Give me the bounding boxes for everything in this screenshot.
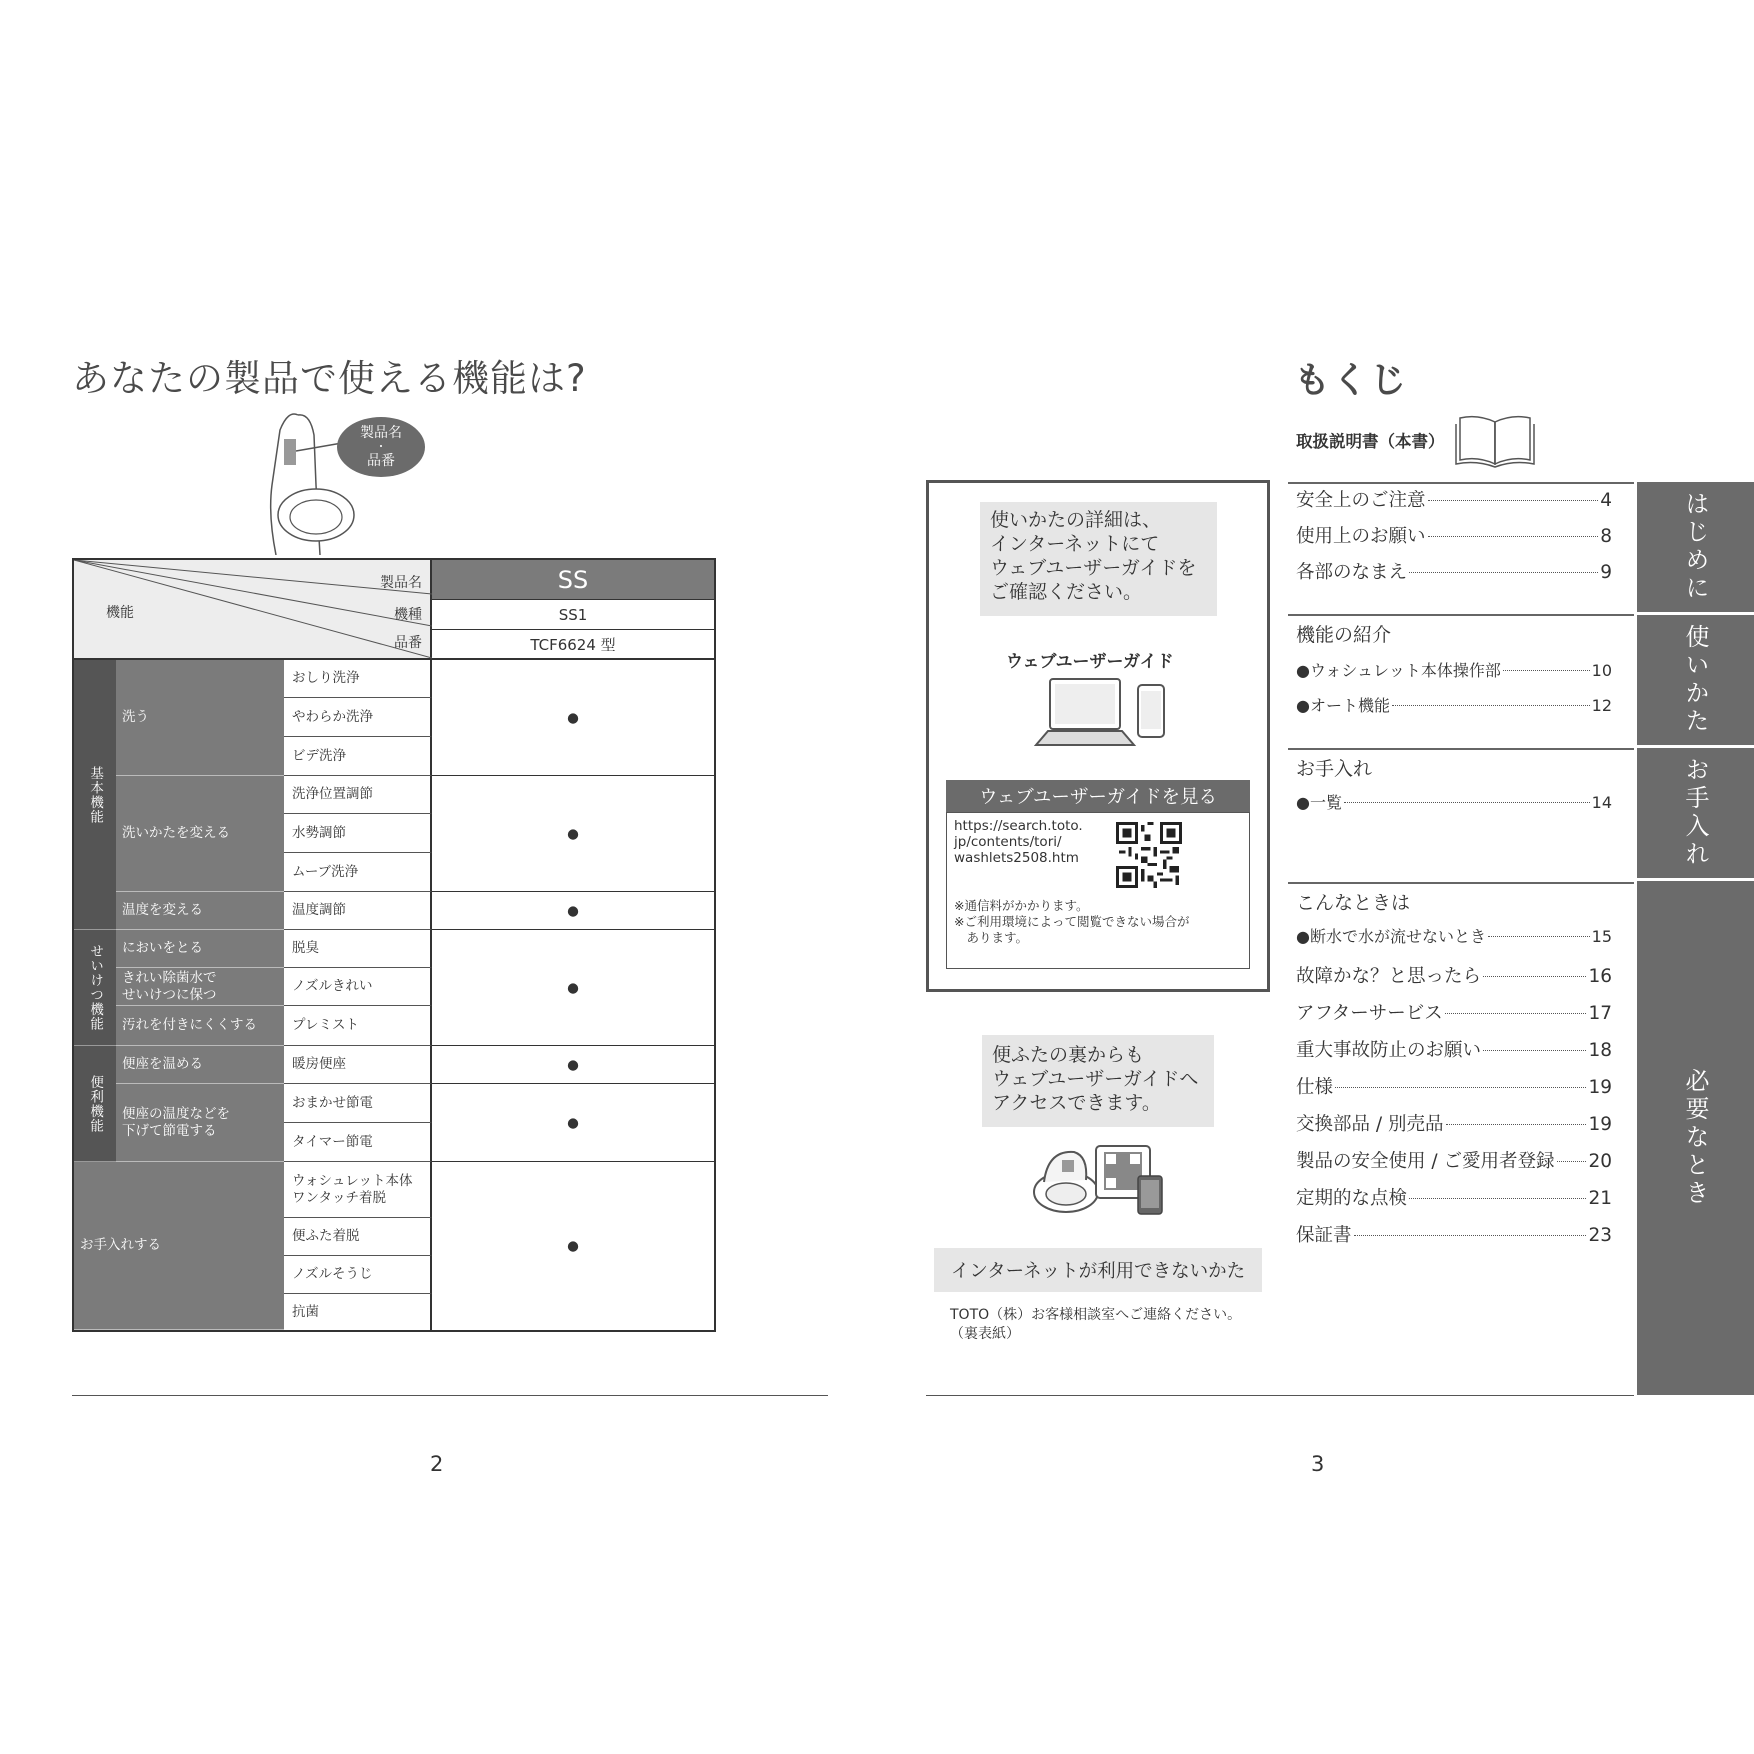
open-book-icon xyxy=(1454,412,1536,468)
web-guide-note: 使いかたの詳細は、 インターネットにて ウェブユーザーガイドを ご確認ください。 xyxy=(980,502,1217,616)
feature-premist: プレミスト xyxy=(284,1006,432,1046)
toc-item[interactable]: 定期的な点検 21 xyxy=(1296,1188,1612,1209)
qr-code-icon[interactable] xyxy=(1116,822,1182,888)
toc-item[interactable]: 仕様 19 xyxy=(1296,1077,1612,1098)
toc-item[interactable]: 安全上のご注意 4 xyxy=(1296,490,1612,511)
availability-dot: ● xyxy=(432,930,714,1046)
side-tab-when-needed[interactable]: 必要なとき xyxy=(1637,881,1754,1395)
feature-move-wash: ムーブ洗浄 xyxy=(284,853,432,892)
availability-dot: ● xyxy=(432,892,714,930)
category-maintenance: お手入れする xyxy=(74,1162,284,1330)
toc-item[interactable]: 重大事故防止のお願い 18 xyxy=(1296,1040,1612,1061)
side-tab-introduction[interactable]: はじめに xyxy=(1637,482,1754,612)
toilet-illustration xyxy=(258,405,428,555)
toc-divider xyxy=(1288,748,1634,750)
group-basic: 基本機能 xyxy=(74,660,116,930)
toc-item[interactable]: 使用上のお願い 8 xyxy=(1296,526,1612,547)
view-web-guide-button[interactable]: ウェブユーザーガイドを見る xyxy=(946,780,1250,812)
category-stain: 汚れを付きにくくする xyxy=(116,1006,284,1046)
toc-divider xyxy=(1288,614,1634,616)
feature-position-adjust: 洗浄位置調節 xyxy=(284,776,432,814)
page-number-right: 3 xyxy=(1311,1452,1325,1476)
feature-table xyxy=(72,558,716,1332)
footer-rule-right xyxy=(926,1395,1634,1396)
callout-text: 製品名 xyxy=(360,425,402,441)
no-internet-title: インターネットが利用できないかた xyxy=(934,1248,1262,1292)
side-tab-usage[interactable]: 使いかた xyxy=(1637,615,1754,745)
toc-item[interactable]: アフターサービス 17 xyxy=(1296,1003,1612,1024)
category-wash-style: 洗いかたを変える xyxy=(116,776,284,892)
product-number-cell: TCF6624 型 xyxy=(432,630,714,660)
web-guide-caution: ※通信料がかかります。 ※ご利用環境によって閲覧できない場合が あります。 xyxy=(954,898,1190,945)
feature-auto-save: おまかせ節電 xyxy=(284,1084,432,1123)
svg-text:品番: 品番 xyxy=(367,453,395,469)
category-wash: 洗う xyxy=(116,660,284,776)
product-name-cell: SS xyxy=(432,560,714,600)
product-type-cell: SS1 xyxy=(432,600,714,630)
toc-divider xyxy=(1288,882,1634,884)
toc-section-heading: お手入れ xyxy=(1296,758,1373,780)
feature-nozzle-clean: ノズルきれい xyxy=(284,968,432,1006)
feature-lid-removal: 便ふた着脱 xyxy=(284,1218,432,1256)
toc-item[interactable]: ●オート機能 12 xyxy=(1296,696,1612,715)
feature-bidet-wash: ビデ洗浄 xyxy=(284,737,432,776)
category-sterilize: きれい除菌水で せいけつに保つ xyxy=(116,968,284,1006)
header-hinban: 品番 xyxy=(394,635,422,651)
web-guide-url[interactable]: https://search.toto. jp/contents/tori/ washlets2508.htm xyxy=(954,818,1083,866)
toc-item[interactable]: 製品の安全使用 / ご愛用者登録 20 xyxy=(1296,1151,1612,1172)
smartphone-icon xyxy=(1138,685,1164,737)
toc-title: もくじ xyxy=(1294,360,1409,401)
header-seihinmei: 製品名 xyxy=(380,575,422,591)
category-warm-seat: 便座を温める xyxy=(116,1046,284,1084)
feature-one-touch-removal: ウォシュレット本体 ワンタッチ着脱 xyxy=(284,1162,432,1218)
toc-item[interactable]: 保証書 23 xyxy=(1296,1225,1612,1246)
toc-item[interactable]: ●一覧 14 xyxy=(1296,793,1612,812)
feature-temp-adjust: 温度調節 xyxy=(284,892,432,930)
toilet-seat-qr-illustration xyxy=(1030,1142,1166,1216)
toc-divider xyxy=(1288,482,1634,484)
feature-nozzle-cleaning: ノズルそうじ xyxy=(284,1256,432,1294)
feature-rear-wash: おしり洗浄 xyxy=(284,660,432,698)
lid-qr-note: 便ふたの裏からも ウェブユーザーガイドへ アクセスできます。 xyxy=(982,1035,1214,1127)
toc-item[interactable]: 故障かな？と思ったら 16 xyxy=(1296,966,1612,987)
availability-dot: ● xyxy=(432,1084,714,1162)
table-header-diagonal xyxy=(74,560,432,660)
availability-dot: ● xyxy=(432,776,714,892)
availability-dot: ● xyxy=(432,1046,714,1084)
toc-section-heading: 機能の紹介 xyxy=(1296,624,1392,646)
feature-timer-save: タイマー節電 xyxy=(284,1123,432,1162)
footer-rule-left xyxy=(72,1395,828,1396)
web-guide-label: ウェブユーザーガイド xyxy=(1006,652,1174,672)
page-title: あなたの製品で使える機能は? xyxy=(72,357,587,400)
toc-item[interactable]: ●断水で水が流せないとき 15 xyxy=(1296,927,1612,946)
no-internet-text: TOTO（株）お客様相談室へご連絡ください。 （裏表紙） xyxy=(950,1307,1242,1342)
toc-item[interactable]: ●ウォシュレット本体操作部 10 xyxy=(1296,661,1612,680)
toc-item[interactable]: 各部のなまえ 9 xyxy=(1296,562,1612,583)
feature-antibacterial: 抗菌 xyxy=(284,1294,432,1330)
page-number-left: 2 xyxy=(430,1452,444,1476)
category-power-save: 便座の温度などを 下げて節電する xyxy=(116,1084,284,1162)
category-odor: においをとる xyxy=(116,930,284,968)
feature-heated-seat: 暖房便座 xyxy=(284,1046,432,1084)
availability-dot: ● xyxy=(432,660,714,776)
side-tab-maintenance[interactable]: お手入れ xyxy=(1637,748,1754,878)
category-temperature: 温度を変える xyxy=(116,892,284,930)
svg-text:・: ・ xyxy=(375,440,387,453)
toc-item[interactable]: 交換部品 / 別売品 19 xyxy=(1296,1114,1612,1135)
feature-deodorize: 脱臭 xyxy=(284,930,432,968)
group-clean: せいけつ機能 xyxy=(74,930,116,1046)
header-kino: 機能 xyxy=(106,605,134,621)
manual-label: 取扱説明書（本書） xyxy=(1296,432,1445,451)
toc-section-heading: こんなときは xyxy=(1296,892,1411,914)
feature-soft-wash: やわらか洗浄 xyxy=(284,698,432,737)
laptop-icon xyxy=(1030,675,1170,755)
feature-pressure-adjust: 水勢調節 xyxy=(284,814,432,853)
availability-dot: ● xyxy=(567,1238,579,1254)
header-kishu: 機種 xyxy=(394,607,422,623)
group-convenient: 便利機能 xyxy=(74,1046,116,1162)
